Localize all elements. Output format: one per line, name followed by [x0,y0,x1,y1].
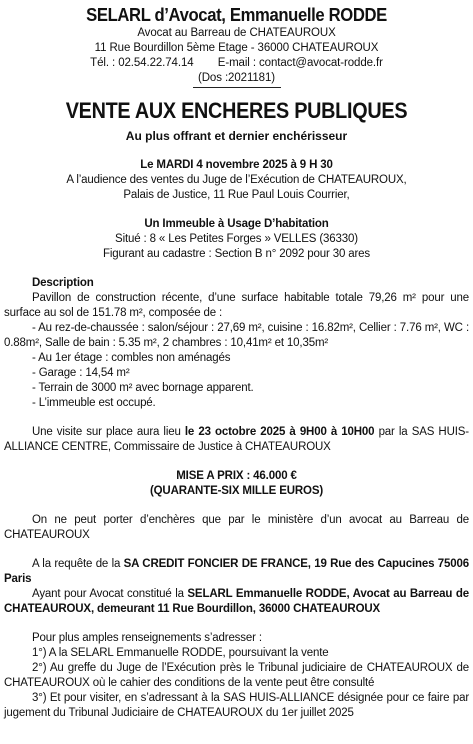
info-item: 3°) Et pour visiter, en s’adressant à la SAS HUIS-ALLIANCE désignée pour ce faire par jugement du Tribunal Judiciaire de CHATEAUROUX du 1er juillet 2025 [4,692,469,719]
firm-contact [4,56,469,71]
lawyer-name: SELARL Emmanuelle RODDE, Avocat au Barreau de CHATEAUROUX, demeurant 11 Rue Bourdillon, 36000 CHATEAUROUX [4,588,469,615]
header-divider [193,87,281,88]
firm-bar: Avocat au Barreau de CHATEAUROUX [137,27,336,39]
sale-date: Le MARDI 4 novembre 2025 à 9 H 30 [140,159,333,171]
reserve-price: MISE A PRIX : 46.000 € [176,470,297,482]
notice-subtitle: Au plus offrant et dernier enchérisseur [125,129,348,143]
lawyer-paragraph [4,587,469,617]
visit-paragraph [4,425,469,455]
request-party: SA CREDIT FONCIER DE FRANCE, 19 Rue des Capucines 75006 Paris [4,558,469,585]
sale-venue-1: A l’audience des ventes du Juge de l’Exécution de CHATEAUROUX, [66,174,407,186]
description-item: - L’immeuble est occupé. [32,397,156,409]
description-ground-floor: - Au rez-de-chaussée : salon/séjour : 27,69 m², cuisine : 16.82m², Cellier : 7.76 m², WC : 0.88m², Salle de bain : 5.35 m², 2 chambres : 10,41m² et 10,35m² [4,322,469,349]
description-item: - Au 1er étage : combles non aménagés [32,352,231,364]
info-intro: Pour plus amples renseignements s’adresser : [32,632,262,644]
visit-text-after: par la SAS HUIS-ALLIANCE CENTRE, Commissaire de Justice à CHATEAUROUX [4,426,469,453]
request-paragraph [4,557,469,587]
firm-tel: Tél. : 02.54.22.74.14 [90,57,194,69]
request-text-before: A la requête de la [32,558,124,570]
visit-date: le 23 octobre 2025 à 9H00 à 10H00 [184,426,375,438]
property-location: Situé : 8 « Les Petites Forges » VELLES (36330) [115,233,358,245]
firm-email: E-mail : contact@avocat-rodde.fr [217,57,383,69]
sale-venue-2: Palais de Justice, 11 Rue Paul Louis Courrier, [123,189,350,201]
legal-notice [0,4,473,744]
property-title: Un Immeuble à Usage D’habitation [144,218,329,230]
info-item: 2°) Au greffe du Juge de l’Exécution près le Tribunal judiciaire de CHATEAUROUX de CHATEAUROUX où le cahier des conditions de la vente peut être consulté [4,662,469,689]
description-heading: Description [32,277,94,289]
description-item: - Garage : 14,54 m² [32,367,130,379]
visit-text-before: Une visite sur place aura lieu [32,426,185,438]
info-item: 1°) A la SELARL Emmanuelle RODDE, poursuivant la vente [32,647,329,659]
firm-address: 11 Rue Bourdillon 5ème Etage - 36000 CHATEAUROUX [94,42,379,54]
notice-title: VENTE AUX ENCHERES PUBLIQUES [65,98,408,123]
bidding-notice: On ne peut porter d’enchères que par le ministère d’un avocat au Barreau de CHATEAUROUX [4,514,469,541]
description-intro: Pavillon de construction récente, d’une surface habitable totale 79,26 m² pour une surface au sol de 151.78 m², composée de : [4,292,469,319]
file-reference: (Dos :2021181) [197,72,276,84]
lawyer-text-before: Ayant pour Avocat constitué la [32,588,188,600]
reserve-price-words: (QUARANTE-SIX MILLE EUROS) [149,485,324,497]
description-item: - Terrain de 3000 m² avec bornage apparent. [32,382,254,394]
firm-name: SELARL d’Avocat, Emmanuelle RODDE [86,4,387,25]
property-cadastre: Figurant au cadastre : Section B n° 2092 pour 30 ares [102,248,371,260]
